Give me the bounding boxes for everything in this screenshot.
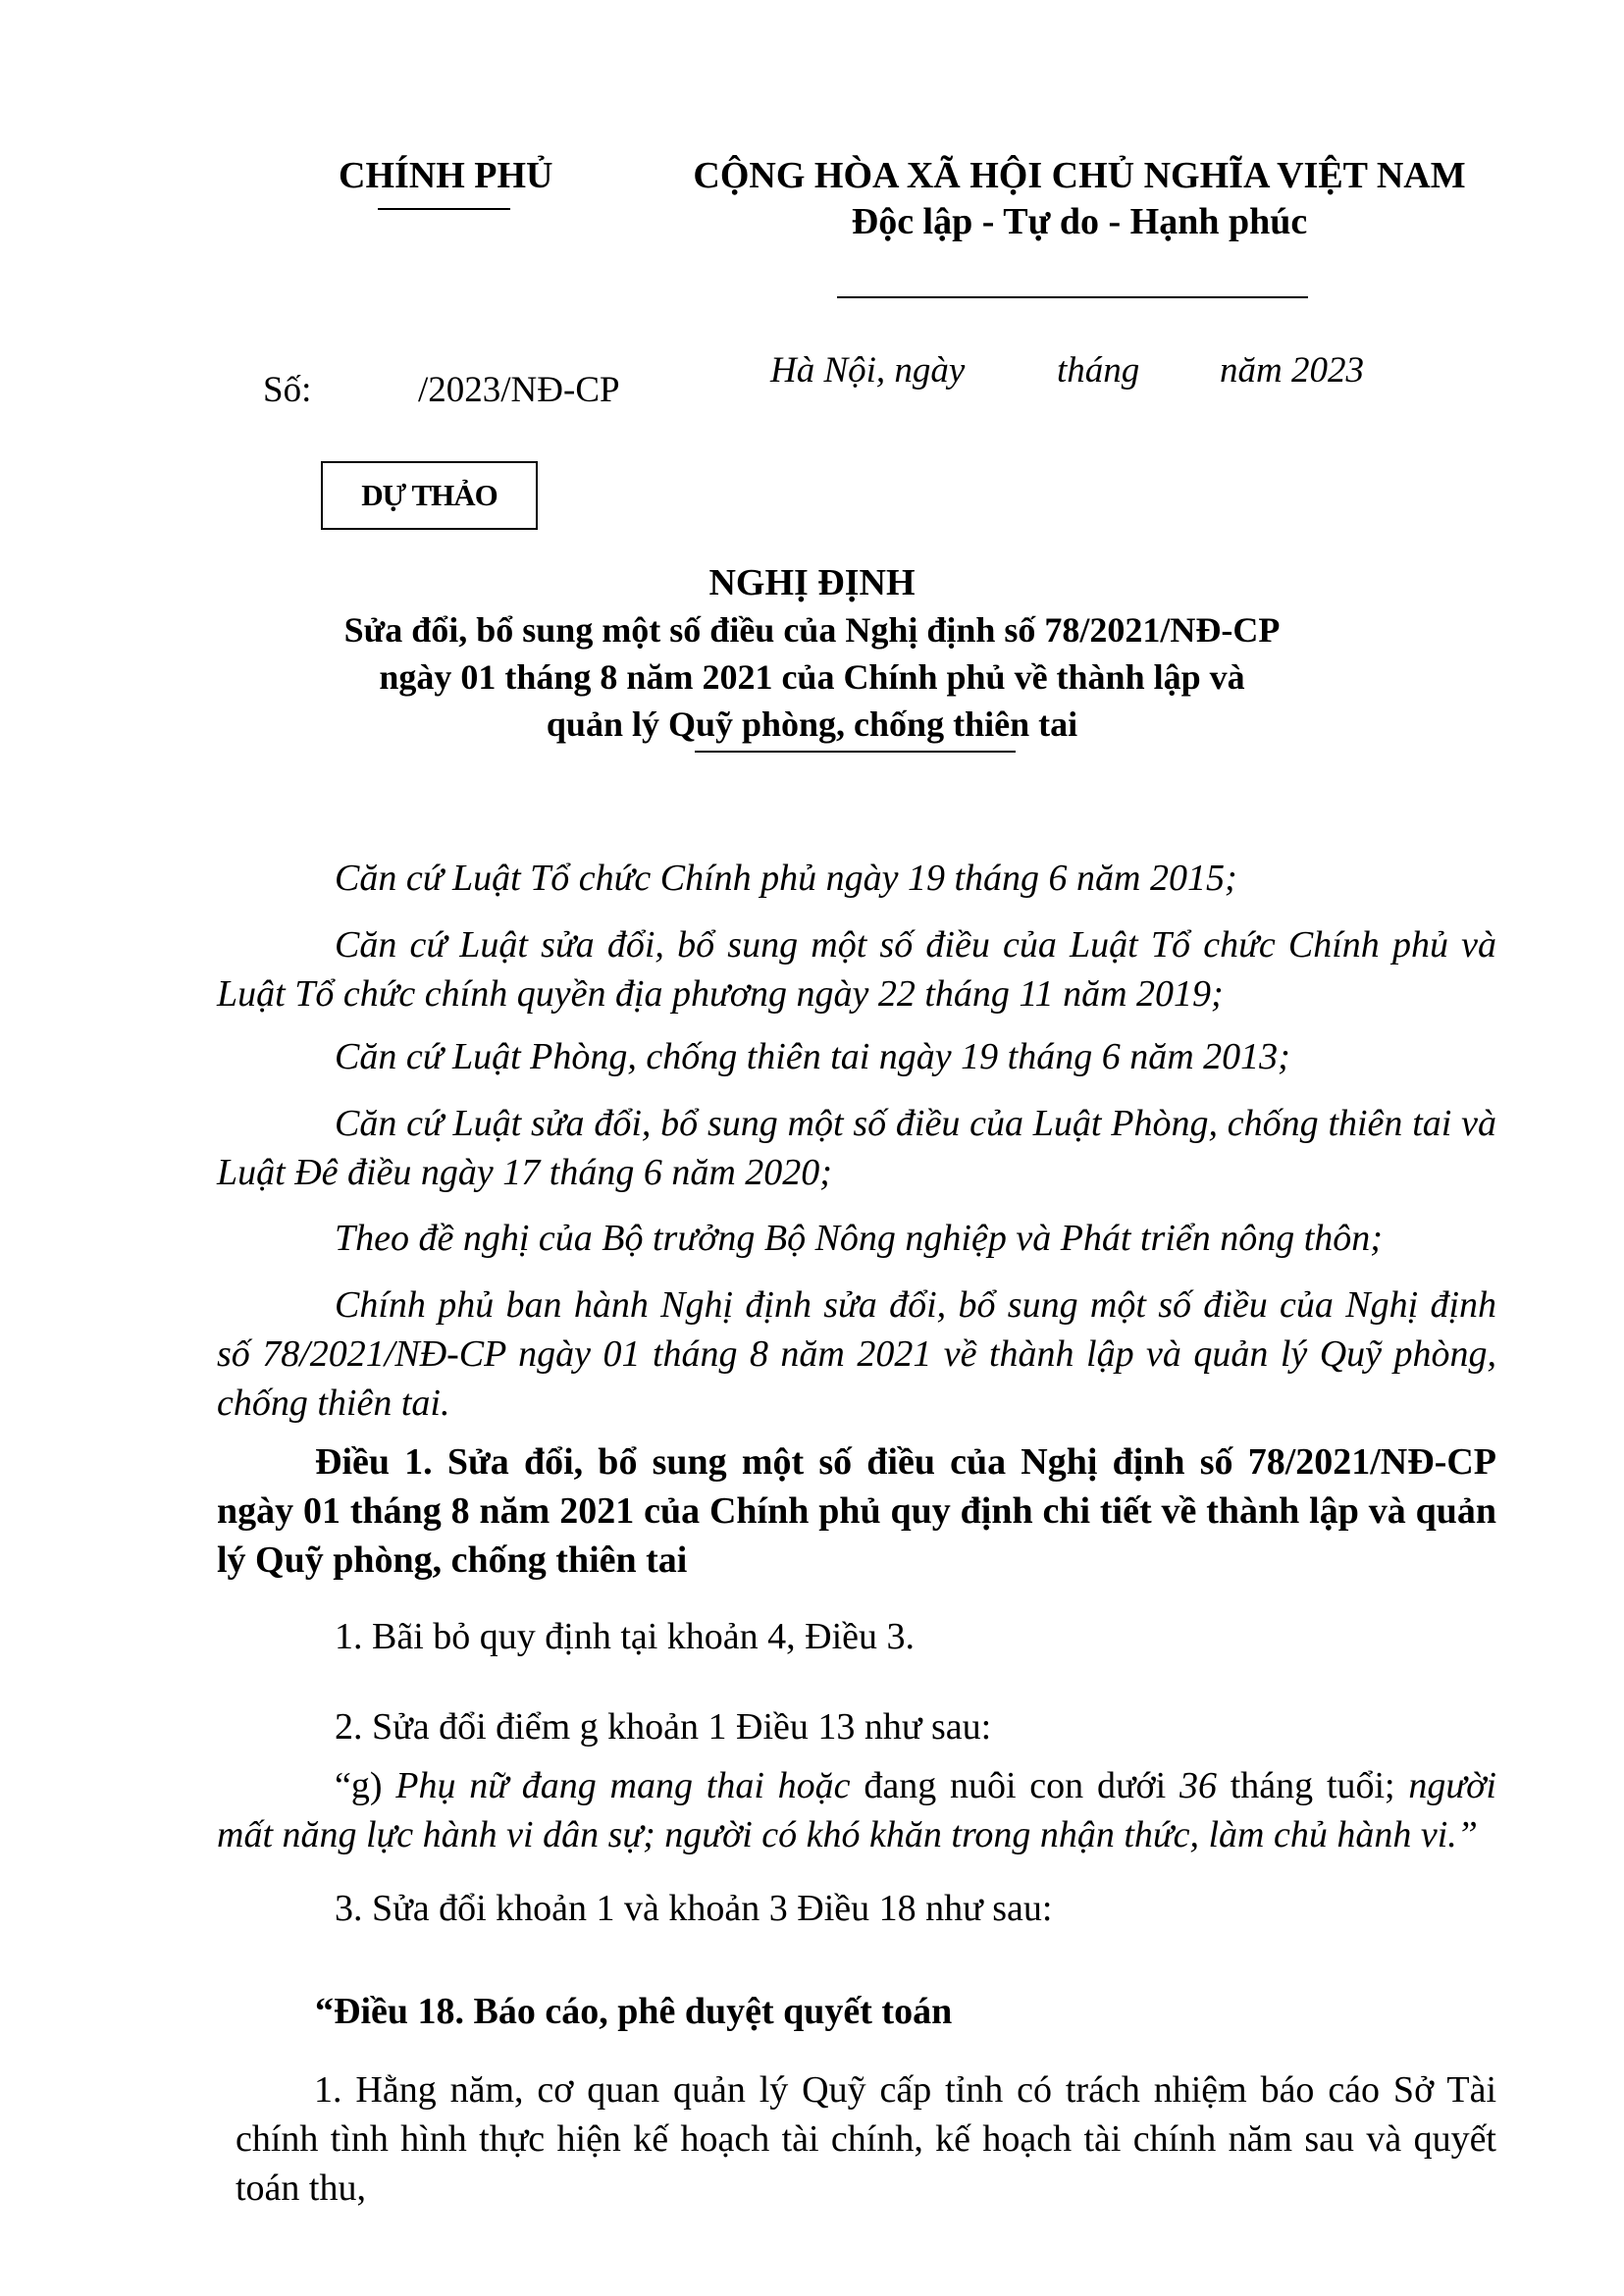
item-2: 2. Sửa đổi điểm g khoản 1 Điều 13 như sau: [335,1706,992,1748]
item-1: 1. Bãi bỏ quy định tại khoản 4, Điều 3. [335,1616,916,1657]
document-number-label: Số: [263,370,312,410]
decree-title-block [294,559,1330,748]
draft-stamp: DỰ THẢO [321,461,538,530]
legal-basis-3: Căn cứ Luật Phòng, chống thiên tai ngày 19 tháng 6 năm 2013; [335,1036,1290,1077]
proposal-line: Theo đề nghị của Bộ trưởng Bộ Nông nghiệp và Phát triển nông thôn; [335,1218,1383,1259]
item-3: 3. Sửa đổi khoản 1 và khoản 3 Điều 18 như sau: [335,1888,1053,1929]
enactment-line: Chính phủ ban hành Nghị định sửa đổi, bổ sung một số điều của Nghị định số 78/2021/NĐ-CP ngày 01 tháng 8 năm 2021 về thành lập và quản lý Quỹ phòng, chống thiên tai. [217,1284,1496,1424]
decree-subtitle-line-2: ngày 01 tháng 8 năm 2021 của Chính phủ về thành lập và [379,657,1245,697]
item-2-quote: “g) Phụ nữ đang mang thai hoặc đang nuôi con dưới 36 tháng tuổi; người mất năng lực hành vi dân sự; người có khó khăn trong nhận thức, làm chủ hành vi.” [217,1765,1496,1855]
date-year: năm 2023 [1220,350,1364,391]
decree-subtitle-line-1: Sửa đổi, bổ sung một số điều của Nghị định số 78/2021/NĐ-CP [343,610,1281,650]
national-motto: Độc lập - Tự do - Hạnh phúc [851,201,1308,242]
document-number: /2023/NĐ-CP [418,370,620,410]
legal-basis-2: Căn cứ Luật sửa đổi, bổ sung một số điều của Luật Tổ chức Chính phủ và Luật Tổ chức chính quyền địa phương ngày 22 tháng 11 năm 2019; [217,924,1496,1015]
decree-title: NGHỊ ĐỊNH [708,562,916,603]
title-underline [695,751,1016,753]
legal-basis-1: Căn cứ Luật Tổ chức Chính phủ ngày 19 tháng 6 năm 2015; [335,858,1237,899]
article-18-paragraph-1: 1. Hằng năm, cơ quan quản lý Quỹ cấp tỉnh có trách nhiệm báo cáo Sở Tài chính tình hình thực hiện kế hoạch tài chính, kế hoạch tài chính năm sau và quyết toán thu, [236,2069,1496,2209]
date-month: tháng [1057,350,1140,391]
legal-basis-4: Căn cứ Luật sửa đổi, bổ sung một số điều của Luật Phòng, chống thiên tai và Luật Đê điều ngày 17 tháng 6 năm 2020; [217,1103,1496,1193]
article-18-heading: “Điều 18. Báo cáo, phê duyệt quyết toán [315,1991,953,2032]
nation-name: CỘNG HÒA XÃ HỘI CHỦ NGHĨA VIỆT NAM [693,155,1466,196]
decree-subtitle-line-3: quản lý Quỹ phòng, chống thiên tai [546,704,1078,744]
article-1-heading: Điều 1. Sửa đổi, bổ sung một số điều của Nghị định số 78/2021/NĐ-CP ngày 01 tháng 8 năm 2021 của Chính phủ quy định chi tiết về thành lập và quản lý Quỹ phòng, chống thiên tai [217,1441,1496,1581]
motto-underline [837,296,1308,298]
date-day: Hà Nội, ngày [770,350,966,391]
agency-name: CHÍNH PHỦ [339,155,553,196]
agency-underline [378,208,510,210]
